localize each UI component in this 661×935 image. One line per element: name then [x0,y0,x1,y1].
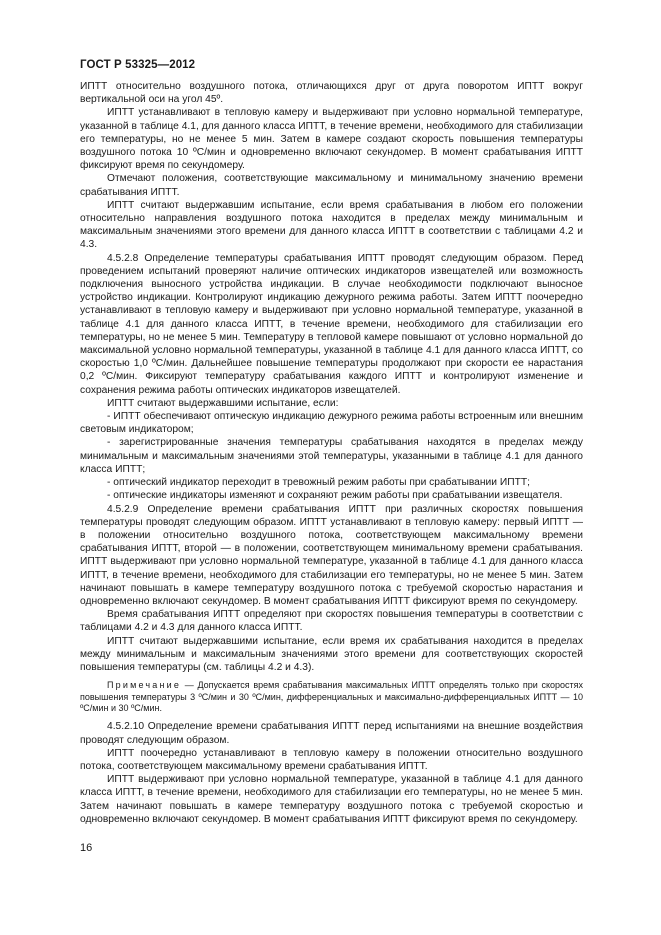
paragraph: ИПТТ считают выдержавшими испытание, если время их срабатывания находится в пределах между минимальным и максимальным значениями этого времени для соответствующих скоростей повышения температуры (см. таблицы 4.2 и 4.3). [80,635,583,673]
paragraph: ИПТТ считают выдержавшим испытание, если время срабатывания в любом его положении относительно направления воздушного потока находится в пределах между минимальным и максимальным значениями этого времени для данного класса ИПТТ в соответствии с таблицами 4.2 и 4.3. [80,199,583,251]
page-number: 16 [80,842,93,854]
note-text: — Допускается время срабатывания максимальных ИПТТ определять только при скоростях повышения температуры 3 ºC/мин и 30 ºC/мин, дифференциальных и максимально-дифференциальных ИПТТ — 10 ºC/мин и 30 ºC/мин. [80,680,583,713]
list-item: - зарегистрированные значения температуры срабатывания находятся в пределах между минимальным и максимальным значениями этой температуры, указанными в таблице 4.1 для данного класса ИПТТ; [80,437,583,475]
paragraph: ИПТТ считают выдержавшими испытание, если: [107,397,339,409]
document-header: ГОСТ Р 53325—2012 [80,59,196,71]
list-item: - оптический индикатор переходит в тревожный режим работы при срабатывании ИПТТ; [107,477,530,489]
paragraph: ИПТТ выдерживают при условно нормальной температуре, указанной в таблице 4.1 для данного класса ИПТТ, в течение времени, необходимого для стабилизации его температуры, но не менее 5 мин. Затем начинают повышать в камере температуру воздушного потока с требуемой скоростью и одновременно включают секундомер. В момент срабатывания ИПТТ фиксируют время по секундомеру. [80,774,583,825]
paragraph: ИПТТ устанавливают в тепловую камеру и выдерживают при условно нормальной температуре, указанной в таблице 4.1, для данного класса ИПТТ, в течение времени, необходимого для стабилизации его температуры, но не менее 5 мин. Затем в камере создают скорость повышения температуры воздушного потока 10 ºC/мин и одновременно включают секундомер. В момент срабатывания ИПТТ фиксируют время по секундомеру. [80,107,583,172]
list-item: - ИПТТ обеспечивают оптическую индикацию дежурного режима работы встроенным или внешним световым индикатором; [80,411,583,436]
document-body [80,80,583,826]
paragraph: ИПТТ поочередно устанавливают в тепловую камеру в положении относительно воздушного потока, соответствующем максимальному времени срабатывания ИПТТ. [80,747,583,772]
section-4-5-2-8: 4.5.2.8 Определение температуры срабатывания ИПТТ проводят следующим образом. Перед проведением испытаний проверяют наличие оптических индикаторов извещателей или возможность подключения выносного устройства индикации. В случае необходимости подключают выносное устройство индикации. Контролируют индикацию дежурного режима работы. Затем ИПТТ поочередно устанавливают в тепловую камеру и выдерживают при условно нормальной температуре, указанной в таблице 4.1 для данного класса ИПТТ, в течение времени, необходимого для стабилизации его температуры, но не менее 5 мин. Температуру в тепловой камере повышают от условно нормальной до максимальной условно нормальной температуры, указанной в таблице 4.1 для данного класса ИПТТ, со скоростью 1,0 ºC/мин. Дальнейшее повышение температуры продолжают при скорости ее нарастания 0,2 ºC/мин. Фиксируют температуру срабатывания каждого ИПТТ и контролируют изменение и сохранения режима работы оптических индикаторов извещателей. [80,252,583,396]
list-item: - оптические индикаторы изменяют и сохраняют режим работы при срабатывании извещателя. [107,490,563,502]
section-4-5-2-9: 4.5.2.9 Определение времени срабатывания ИПТТ при различных скоростях повышения температуры проводят следующим образом. ИПТТ устанавливают в тепловую камеру: первый ИПТТ — в положении относительно воздушного потока, соответствующем максимальному времени срабатывания ИПТТ, второй — в положении, соответствующем минимальному времени срабатывания. ИПТТ выдерживают при условно нормальной температуре, указанной в таблице 4.1 для данного класса ИПТТ, в течение времени, необходимого для стабилизации его температуры, но не менее 5 мин. Затем начинают повышать в камере температуру воздушного потока с требуемой скоростью нарастания и одновременно включают секундомер. В момент срабатывания ИПТТ фиксируют время по секундомеру. [80,503,583,607]
note-title: Примечание [107,680,182,691]
note [80,680,583,714]
paragraph: Отмечают положения, соответствующие максимальному и минимальному значению времени срабатывания ИПТТ. [80,173,583,198]
section-4-5-2-10: 4.5.2.10 Определение времени срабатывания ИПТТ перед испытаниями на внешние воздействия проводят следующим образом. [80,721,583,746]
paragraph-continuation: ИПТТ относительно воздушного потока, отличающихся друг от друга поворотом ИПТТ вокруг вертикальной оси на угол 45º. [80,81,583,106]
paragraph: Время срабатывания ИПТТ определяют при скоростях повышения температуры в соответствии с таблицами 4.2 и 4.3 для данного класса ИПТТ. [80,609,583,634]
